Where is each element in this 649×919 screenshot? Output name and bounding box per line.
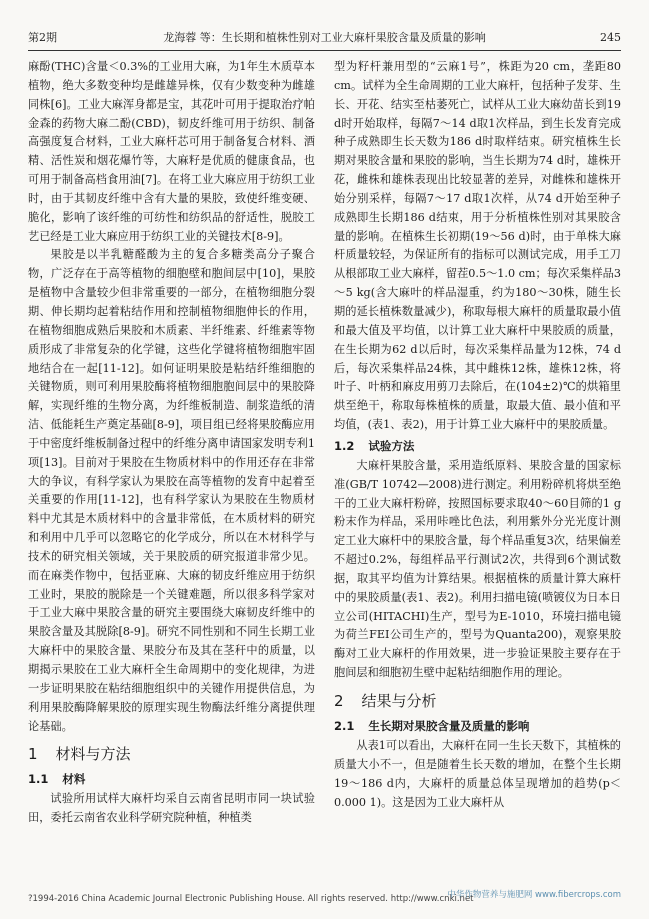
- copyright-line: ?1994-2016 China Academic Journal Electronic Publishing House. All rights reserved. http://www.cnki.net: [28, 894, 474, 904]
- right-paragraph-2: 大麻杆果胶含量，采用造纸原料、果胶含量的国家标准(GB/T 10742—2008)进行测定。利用粉碎机将烘至绝干的工业大麻杆粉碎，按照国标要求取40～60目筛的1 g粉末作为样品，采用咔唑比色法，利用紫外分光光度计测定工业大麻杆中的果胶含量，每个样品重复3次，结果偏差不超过0.2%，每组样品平行测试2次，共得到6个测试数据，取其平均值为计算结果。根据植株的质量计算大麻杆中的果胶质量(表1、表2)。利用扫描电镜(喷镀仪为日本日立公司(HITACHI)生产，型号为E-1010，环境扫描电镜为荷兰FEI公司生产的，型号为Quanta200)，观察果胶酶对工业大麻杆的作用效果，进一步验证果胶主要存在于胞间层和细胞初生壁中起粘结细胞作用的理论。: [334, 458, 621, 680]
- subsection-1-1-number: 1.1: [28, 772, 49, 787]
- right-paragraph-1: 型为籽杆兼用型的“云麻1号”，株距为20 cm，垄距80 cm。试样为全生命周期的工业大麻杆，包括种子发芽、生长、开花、结实至枯萎死亡，试样从工业大麻幼苗长到19 d时开始取样，每隔7～14 d取1次样品，到生长发育完成种子成熟即生长天数为186 d时取样结束。研究植株生长期对果胶含量和果胶的影响，当生长期为74 d时，雄株开花，雌株和雄株表现出比较显著的差异，对雌株和雄株开始分别采样，每隔7～17 d取1次样，从74 d开始至种子成熟即生长期186 d结束，用于分析植株性别对其果胶含量的影响。在植株生长初期(19～56 d)时，由于单株大麻杆质量较轻，为保证所有的指标可以测试完成，用手工刀从根部取工业大麻样，留茬0.5～1.0 cm；每次采集样品3～5 kg(含大麻叶的样品湿重，约为180～30株，随生长期的延长植株数量减少)，称取每根大麻杆的质量取最小值和最大值及平均值，以计算工业大麻杆中果胶质的质量，在生长期为62 d以后时，每次采集样品量为12株，74 d后，每次采集样品24株，其中雌株12株，雄株12株，将叶子、叶柄和麻皮用剪刀去除后，在(104±2)℃的烘箱里烘至绝干，称取每株植株的质量，取最大值、最小值和平均值，(表1、表2)，用于计算工业大麻杆中的果胶质量。: [334, 60, 621, 432]
- left-column: [28, 58, 315, 828]
- section-1-number: 1: [28, 745, 38, 764]
- section-2-title: 结果与分析: [361, 692, 437, 710]
- left-paragraph-3: 试验所用试样大麻杆均采自云南省昆明市同一块试验田，委托云南省农业科学研究院种植，种植类: [28, 792, 315, 825]
- page-number: 245: [600, 31, 621, 44]
- page-footer: [28, 892, 621, 906]
- issue-label: 第2期: [28, 31, 57, 44]
- subsection-1-1-title: 材料: [62, 772, 86, 787]
- subsection-2-1-number: 2.1: [334, 719, 355, 733]
- section-2-number: 2: [334, 692, 344, 710]
- subsection-2-1-heading: [334, 717, 621, 736]
- running-header: [28, 28, 621, 51]
- left-paragraph-1: 麻酚(THC)含量＜0.3%的工业用大麻，为1年生木质草本植物，绝大多数变种均是雌雄异株，仅有少数变种为雌雄同株[6]。工业大麻浑身都是宝，其花叶可用于提取治疗帕金森的药物大麻二酚(CBD)，韧皮纤维可用于纺织、制备高强度复合材料，工业大麻杆芯可用于制备复合材料、酒精、活性炭和烟花爆竹等，大麻籽是优质的健康食品，也可用于制备高档食用油[7]。在将工业大麻应用于纺织工业时，由于其韧皮纤维中含有大量的果胶，致使纤维变硬、脆化，影响了该纤维的可纺性和纺织品的舒适性，脱胶工艺已经是工业大麻应用于纺织工业的关键技术[8-9]。: [28, 60, 315, 243]
- right-column: [334, 58, 621, 812]
- subsection-2-1-title: 生长期对果胶含量及质量的影响: [368, 719, 530, 733]
- subsection-1-2-title: 试验方法: [368, 438, 415, 453]
- subsection-1-2-number: 1.2: [334, 438, 355, 453]
- subsection-1-1-heading: [28, 770, 315, 789]
- section-1-heading: [28, 742, 315, 766]
- running-title: 龙海蓉 等：生长期和植株性别对工业大麻杆果胶含量及质量的影响: [163, 31, 486, 44]
- section-2-heading: [334, 689, 621, 713]
- subsection-1-2-heading: [334, 437, 621, 456]
- right-paragraph-3: 从表1可以看出，大麻杆在同一生长天数下，其植株的质量大小不一，但是随着生长天数的增加，在整个生长期19～186 d内，大麻杆的质量总体呈现增加的趋势(p＜0.000 1)。这是因为工业大麻杆从: [334, 739, 621, 809]
- watermark-text: 中华作物营养与施肥网 www.fibercrops.com: [447, 890, 621, 900]
- left-paragraph-2: 果胶是以半乳糖醛酸为主的复合多糖类高分子聚合物，广泛存在于高等植物的细胞壁和胞间层中[10]，果胶是植物中含量较少但非常重要的一部分，在植物细胞分裂期、伸长期均起着粘结作用和控制植物细胞伸长的作用，在植物细胞成熟后果胶和木质素、半纤维素、纤维素等物质形成了非常复杂的化学键，这些化学键将植物细胞牢固地结合在一起[11-12]。如何证明果胶是粘结纤维细胞的关键物质，则可利用果胶酶将植物细胞胞间层中的果胶降解，实现纤维的生物分离，为纤维板制造、制浆造纸的清洁、低能耗生产奠定基础[8-9]，项目组已经将果胶酶应用于中密度纤维板制备过程中的纤维分离申请国家发明专利1项[13]。目前对于果胶在生物质材料中的作用还存在非常大的争议，有科学家认为果胶在高等植物的发育中起着至关重要的作用[11-12]，也有科学家认为果胶在生物质材料中尤其是木质材料中的含量非常低，在木质材料的研究和利用中几乎可以忽略它的化学成分，所以在木材科学与技术的研究相关领域，关于果胶质的研究报道非常少见。而在麻类作物中，包括亚麻、大麻的韧皮纤维应用于纺织工业时，果胶的脱除是一个关键难题，所以很多科学家对于工业大麻中果胶含量的研究主要围绕大麻韧皮纤维中的果胶含量及其脱除[8-9]。研究不同性别和不同生长期工业大麻杆中的果胶含量、果胶分布及其在茎秆中的质量，以期揭示果胶在工业大麻杆全生命周期中的变化规律，为进一步证明果胶在粘结细胞组织中的关键作用提供信息，为利用果胶酶降解果胶的原理实现生物酶法纤维分离提供理论基础。: [28, 248, 315, 733]
- section-1-title: 材料与方法: [55, 745, 131, 764]
